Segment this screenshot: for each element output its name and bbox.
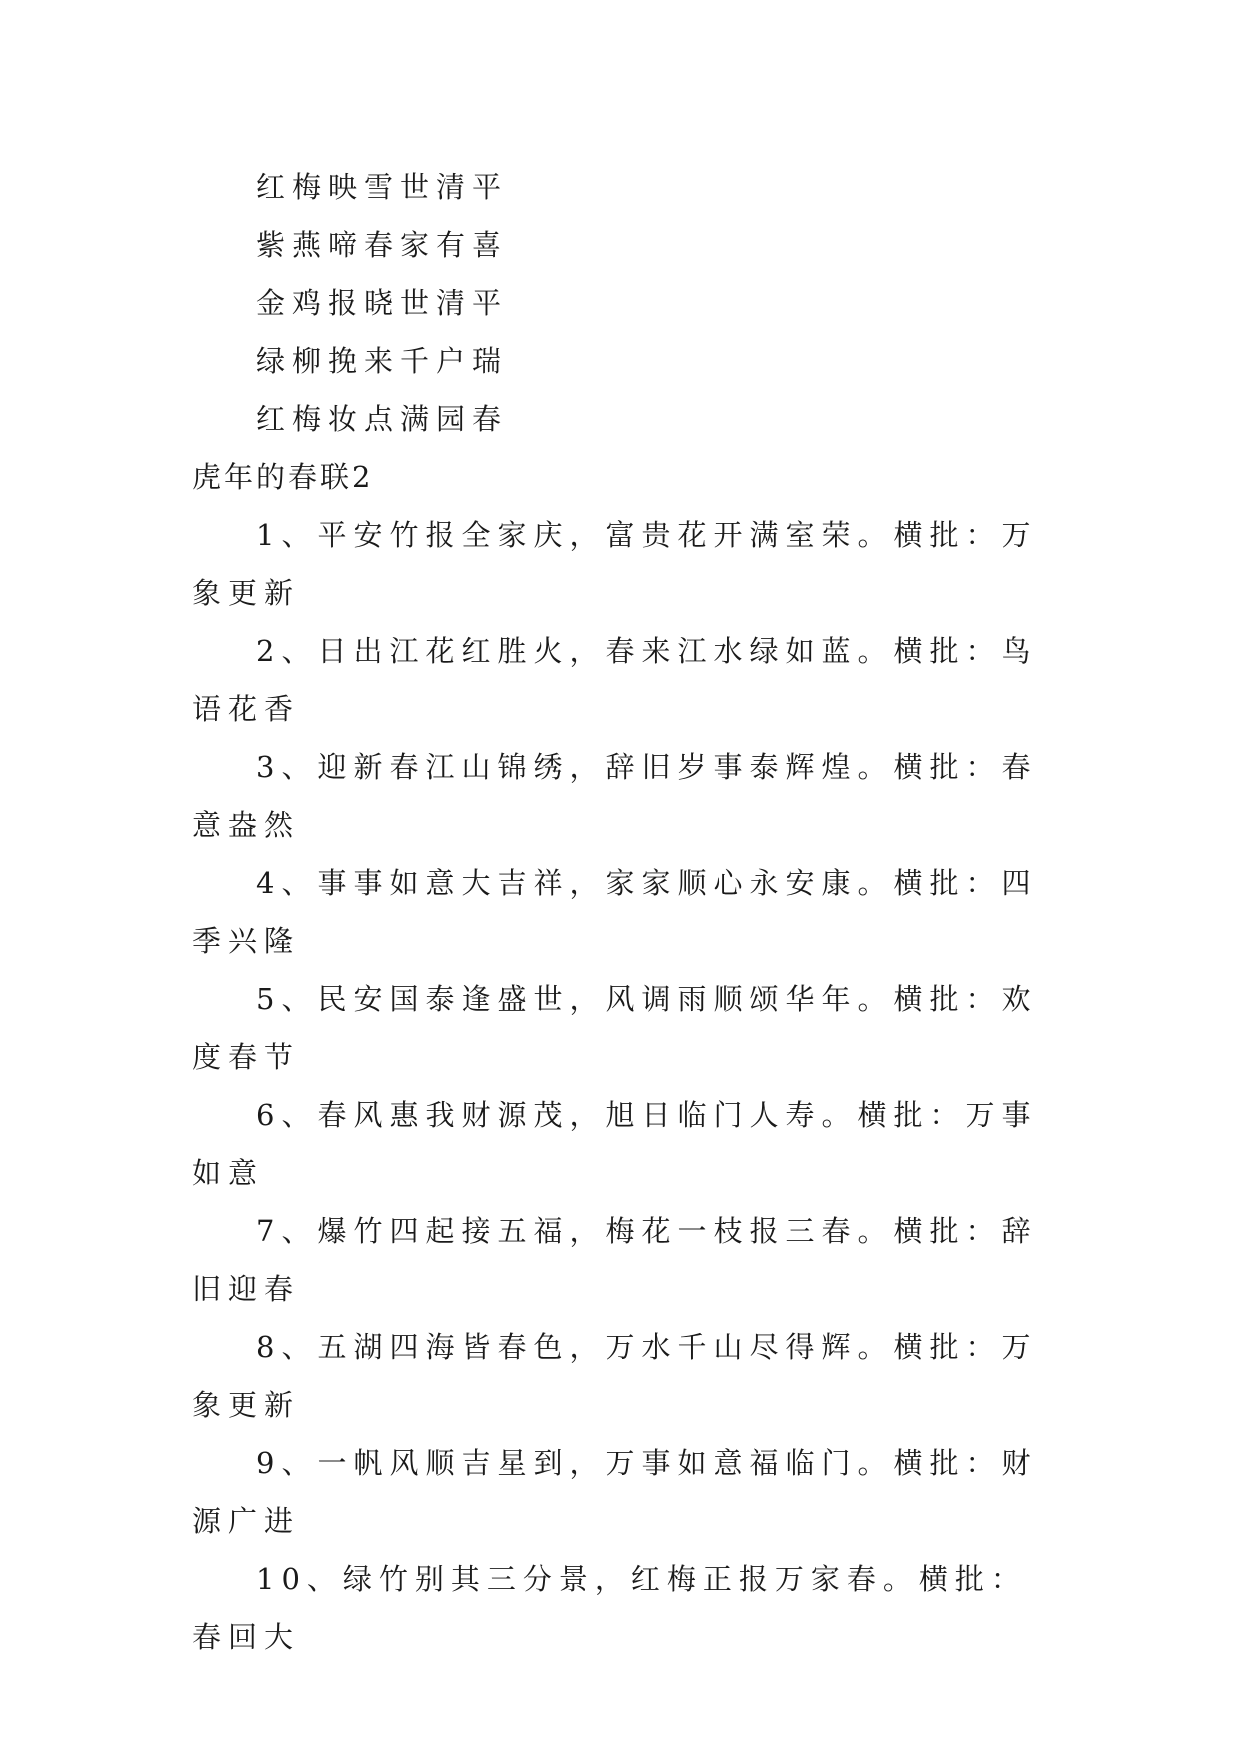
couplet-line: 红梅映雪世清平 — [256, 170, 509, 204]
couplet-item: 8、五湖四海皆春色，万水千山尽得辉。横批：万象更新 — [192, 1330, 1038, 1422]
couplet-item: 5、民安国泰逢盛世，风调雨顺颂华年。横批：欢度春节 — [192, 982, 1038, 1074]
couplet-item: 6、春风惠我财源茂，旭日临门人寿。横批：万事如意 — [192, 1098, 1038, 1190]
couplet-item: 3、迎新春江山锦绣，辞旧岁事泰辉煌。横批：春意盎然 — [192, 750, 1038, 842]
couplet-line: 红梅妆点满园春 — [256, 402, 509, 436]
couplet-line: 紫燕啼春家有喜 — [256, 228, 509, 262]
document-content — [192, 158, 1052, 1666]
couplet-line: 绿柳挽来千户瑞 — [256, 344, 509, 378]
section-title: 虎年的春联2 — [192, 460, 374, 494]
couplet-item: 2、日出江花红胜火，春来江水绿如蓝。横批：鸟语花香 — [192, 634, 1038, 726]
couplet-item: 4、事事如意大吉祥，家家顺心永安康。横批：四季兴隆 — [192, 866, 1038, 958]
couplet-item: 9、一帆风顺吉星到，万事如意福临门。横批：财源广进 — [192, 1446, 1038, 1538]
couplet-item: 1、平安竹报全家庆，富贵花开满室荣。横批：万象更新 — [192, 518, 1038, 610]
couplet-item: 10、绿竹别其三分景，红梅正报万家春。横批：春回大 — [192, 1562, 1027, 1654]
couplet-item: 7、爆竹四起接五福，梅花一枝报三春。横批：辞旧迎春 — [192, 1214, 1038, 1306]
couplet-line: 金鸡报晓世清平 — [256, 286, 509, 320]
